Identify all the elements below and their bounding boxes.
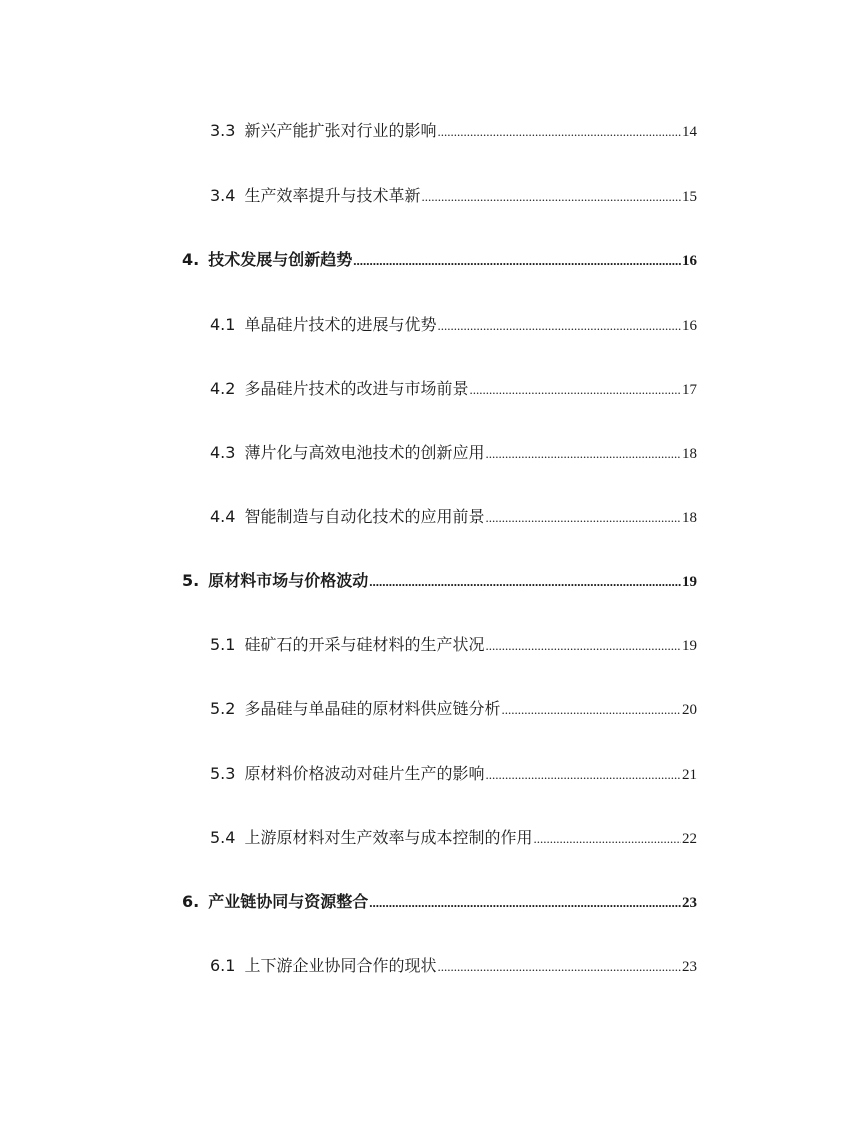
- toc-chapter-title: 原材料市场与价格波动: [208, 571, 369, 590]
- toc-entry-title: 多晶硅片技术的改进与市场前景: [244, 379, 469, 398]
- toc-entry-title: 多晶硅与单晶硅的原材料供应链分析: [244, 699, 501, 718]
- toc-page-number: 14: [682, 124, 697, 140]
- toc-entry-number: 4.1: [210, 315, 236, 334]
- toc-entry-5-2[interactable]: [210, 696, 697, 719]
- toc-dot-leader: [421, 189, 681, 205]
- toc-page-number: 17: [682, 382, 697, 398]
- toc-entry-number: 5.4: [210, 828, 236, 847]
- toc-chapter-title: 产业链协同与资源整合: [208, 892, 369, 911]
- toc-entry-title: 原材料价格波动对硅片生产的影响: [244, 764, 485, 783]
- toc-page-number: 18: [682, 446, 697, 462]
- toc-page-number: 19: [682, 638, 697, 654]
- toc-chapter-number: 6.: [182, 892, 200, 911]
- toc-entry-4-2[interactable]: [210, 376, 697, 399]
- toc-entry-4-3[interactable]: [210, 440, 697, 463]
- toc-entry-3-3[interactable]: [210, 118, 697, 141]
- toc-entry-title: 生产效率提升与技术革新: [244, 186, 421, 205]
- toc-entry-5-1[interactable]: [210, 632, 697, 655]
- toc-entry-number: 4.3: [210, 443, 236, 462]
- toc-entry-title: 新兴产能扩张对行业的影响: [244, 121, 437, 140]
- toc-dot-leader: [485, 638, 681, 654]
- toc-entry-number: 5.1: [210, 635, 236, 654]
- toc-page-number: 19: [682, 574, 697, 590]
- toc-dot-leader: [437, 959, 681, 975]
- toc-chapter-number: 5.: [182, 571, 200, 590]
- toc-dot-leader: [469, 382, 681, 398]
- toc-entry-number: 3.3: [210, 121, 236, 140]
- toc-dot-leader: [353, 253, 681, 269]
- toc-entry-number: 3.4: [210, 186, 236, 205]
- toc-entry-3-4[interactable]: [210, 183, 697, 206]
- toc-entry-title: 薄片化与高效电池技术的创新应用: [244, 443, 485, 462]
- toc-page-number: 22: [682, 831, 697, 847]
- toc-page-number: 21: [682, 767, 697, 783]
- toc-entry-title: 单晶硅片技术的进展与优势: [244, 315, 437, 334]
- toc-page-number: 16: [682, 253, 697, 269]
- toc-entry-number: 5.2: [210, 699, 236, 718]
- toc-entry-number: 4.2: [210, 379, 236, 398]
- toc-entry-6-1[interactable]: [210, 953, 697, 976]
- toc-entry-4-4[interactable]: [210, 504, 697, 527]
- toc-dot-leader: [485, 510, 681, 526]
- toc-page-number: 20: [682, 702, 697, 718]
- toc-page-number: 18: [682, 510, 697, 526]
- toc-entry-number: 5.3: [210, 764, 236, 783]
- toc-entry-4-1[interactable]: [210, 312, 697, 335]
- toc-dot-leader: [533, 831, 681, 847]
- toc-chapter-5[interactable]: [182, 568, 697, 591]
- toc-entry-number: 4.4: [210, 507, 236, 526]
- toc-entry-5-4[interactable]: [210, 825, 697, 848]
- toc-entry-title: 上下游企业协同合作的现状: [244, 956, 437, 975]
- toc-dot-leader: [369, 574, 681, 590]
- toc-entry-5-3[interactable]: [210, 761, 697, 784]
- toc-entry-number: 6.1: [210, 956, 236, 975]
- toc-page-number: 23: [682, 959, 697, 975]
- toc-page-number: 16: [682, 318, 697, 334]
- toc-chapter-4[interactable]: [182, 247, 697, 270]
- toc-dot-leader: [485, 767, 681, 783]
- toc-entry-title: 上游原材料对生产效率与成本控制的作用: [244, 828, 533, 847]
- toc-dot-leader: [501, 702, 681, 718]
- toc-entry-title: 智能制造与自动化技术的应用前景: [244, 507, 485, 526]
- toc-dot-leader: [485, 446, 681, 462]
- toc-page-number: 23: [682, 895, 697, 911]
- toc-entry-title: 硅矿石的开采与硅材料的生产状况: [244, 635, 485, 654]
- toc-page-number: 15: [682, 189, 697, 205]
- toc-dot-leader: [369, 895, 681, 911]
- toc-chapter-6[interactable]: [182, 889, 697, 912]
- toc-chapter-title: 技术发展与创新趋势: [208, 250, 353, 269]
- toc-dot-leader: [437, 124, 681, 140]
- toc-dot-leader: [437, 318, 681, 334]
- toc-chapter-number: 4.: [182, 250, 200, 269]
